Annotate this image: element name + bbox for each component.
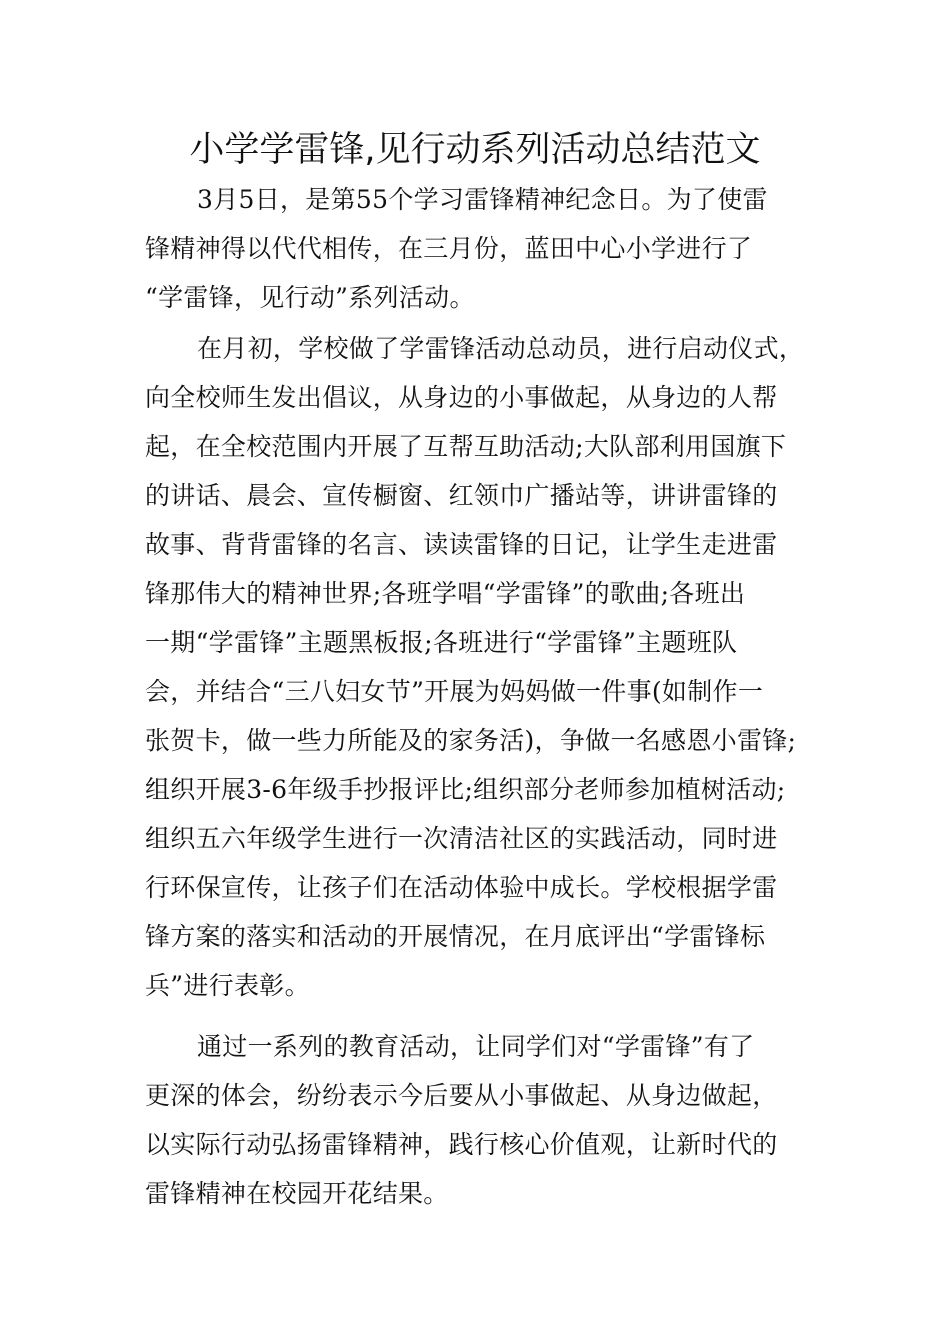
paragraph-line: 以实际行动弘扬雷锋精神，践行核心价值观，让新时代的 <box>145 1130 778 1159</box>
paragraph-line: 组织开展3-6年级手抄报评比;组织部分老师参加植树活动; <box>145 775 786 804</box>
paragraph-line: 一期“学雷锋”主题黑板报;各班进行“学雷锋”主题班队 <box>145 628 738 657</box>
paragraph-line: 行环保宣传，让孩子们在活动体验中成长。学校根据学雷 <box>145 873 778 902</box>
paragraph-line: 在月初，学校做了学雷锋活动总动员，进行启动仪式， <box>197 334 805 363</box>
paragraph-line: 兵”进行表彰。 <box>145 971 310 1000</box>
paragraph-line: 雷锋精神在校园开花结果。 <box>145 1179 449 1208</box>
paragraph-line: 会，并结合“三八妇女节”开展为妈妈做一件事(如制作一 <box>145 677 764 706</box>
paragraph-line: “学雷锋，见行动”系列活动。 <box>145 283 475 312</box>
paragraph-1 <box>145 175 825 322</box>
paragraph-3 <box>145 1022 825 1218</box>
document-title: 小学学雷锋,见行动系列活动总结范文 <box>189 130 761 170</box>
paragraph-line: 张贺卡，做一些力所能及的家务活)，争做一名感恩小雷锋; <box>145 726 797 755</box>
paragraph-line: 锋那伟大的精神世界;各班学唱“学雷锋”的歌曲;各班出 <box>145 579 746 608</box>
paragraph-line: 起，在全校范围内开展了互帮互助活动;大队部利用国旗下 <box>145 432 787 461</box>
paragraph-line: 锋精神得以代代相传，在三月份，蓝田中心小学进行了 <box>145 234 753 263</box>
paragraph-line: 锋方案的落实和活动的开展情况，在月底评出“学雷锋标 <box>145 922 766 951</box>
paragraph-line: 向全校师生发出倡议，从身边的小事做起，从身边的人帮 <box>145 383 778 412</box>
paragraph-line: 故事、背背雷锋的名言、读读雷锋的日记，让学生走进雷 <box>145 530 778 559</box>
paragraph-line: 更深的体会，纷纷表示今后要从小事做起、从身边做起， <box>145 1081 778 1110</box>
paragraph-line: 组织五六年级学生进行一次清洁社区的实践活动，同时进 <box>145 824 778 853</box>
paragraph-line: 的讲话、晨会、宣传橱窗、红领巾广播站等，讲讲雷锋的 <box>145 481 778 510</box>
paragraph-line: 通过一系列的教育活动，让同学们对“学雷锋”有了 <box>197 1032 755 1061</box>
paragraph-2 <box>145 324 825 1010</box>
paragraph-line: 3月5日，是第55个学习雷锋精神纪念日。为了使雷 <box>197 185 768 214</box>
